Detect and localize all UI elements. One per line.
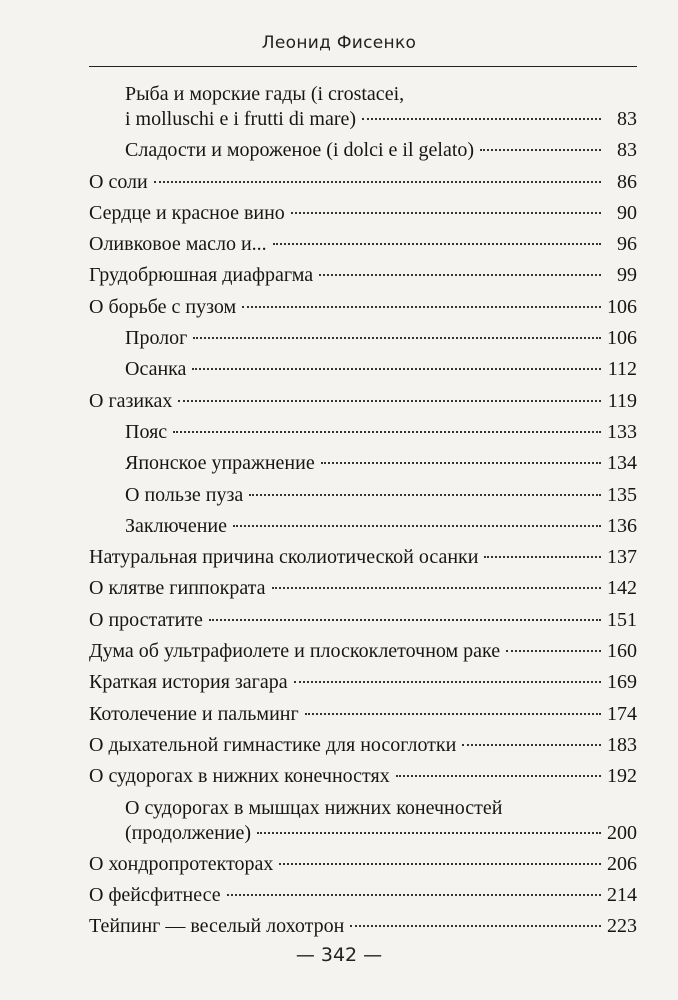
- toc-entry-title: О простатите: [89, 608, 203, 631]
- toc-entry-title: О соли: [89, 170, 148, 193]
- toc-entry: [89, 670, 637, 695]
- toc-entry: [89, 608, 637, 633]
- dot-leader: [209, 619, 601, 621]
- toc-entry-page-number: 174: [607, 702, 637, 725]
- dot-leader: [242, 306, 601, 308]
- dot-leader: [321, 462, 601, 464]
- toc-entry-title: Котолечение и пальминг: [89, 702, 299, 725]
- toc-entry: [89, 514, 637, 539]
- toc-entry: [89, 639, 637, 664]
- toc-entry-title: Тейпинг — веселый лохотрон: [89, 915, 345, 938]
- toc-entry-page-number: 160: [607, 640, 637, 663]
- toc-entry-title: О фейсфитнесе: [89, 884, 221, 907]
- dot-leader: [506, 650, 601, 652]
- toc-entry-title: Японское упражнение: [125, 452, 315, 475]
- toc-entry-title: Пояс: [125, 420, 168, 443]
- toc-entry-page-number: 133: [607, 420, 637, 443]
- toc-entry-page-number: 83: [617, 139, 637, 162]
- dot-leader: [154, 181, 601, 183]
- toc-entry-page-number: 106: [607, 327, 637, 350]
- header-rule: [89, 66, 637, 67]
- toc-entry: [89, 576, 637, 601]
- toc-entry-title: i molluschi e i frutti di mare): [125, 108, 357, 130]
- toc-entry-page-number: 136: [607, 514, 637, 537]
- toc-entry-title: Оливковое масло и...: [89, 233, 267, 256]
- dot-leader: [291, 212, 601, 214]
- dot-leader: [193, 337, 601, 339]
- toc-entry-title: О хондропротекторах: [89, 852, 274, 875]
- dot-leader: [173, 431, 601, 433]
- toc-entry: [89, 733, 637, 758]
- toc-entry: [89, 295, 637, 320]
- toc-entry-page-number: 106: [607, 295, 637, 318]
- toc-entry-title: Заключение: [125, 514, 227, 537]
- toc-entry-title: О дыхательной гимнастике для носоглотки: [89, 733, 457, 756]
- dot-leader: [396, 775, 601, 777]
- toc-entry-page-number: 96: [617, 233, 637, 256]
- toc-entry: [89, 82, 637, 132]
- toc-entry-title: Грудобрюшная диафрагма: [89, 264, 314, 287]
- toc-entry-page-number: 206: [607, 852, 637, 875]
- toc-entry-title-line: Рыба и морские гады (i crostacei,: [125, 83, 405, 105]
- toc-entry: [89, 263, 637, 288]
- toc-entry-title: Сладости и мороженое (i dolci e il gelato): [125, 139, 475, 162]
- dot-leader: [362, 118, 601, 120]
- toc-entry-title: Натуральная причина сколиотической осанки: [89, 546, 479, 569]
- toc-entry-page-number: 135: [607, 483, 637, 506]
- table-of-contents: [89, 82, 637, 946]
- dot-leader: [249, 494, 601, 496]
- toc-entry-title: (продолжение): [125, 821, 252, 844]
- dot-leader: [273, 243, 601, 245]
- toc-entry: [89, 232, 637, 257]
- toc-entry-page-number: 112: [607, 358, 637, 381]
- dot-leader: [227, 894, 601, 896]
- toc-entry-title: О борьбе с пузом: [89, 295, 237, 318]
- toc-entry-title: Дума об ультрафиолете и плоскоклеточном раке: [89, 640, 501, 663]
- dot-leader: [178, 400, 601, 402]
- toc-entry-page-number: 183: [607, 733, 637, 756]
- toc-entry: [89, 764, 637, 789]
- toc-entry-page-number: 192: [607, 765, 637, 788]
- dot-leader: [480, 149, 601, 151]
- dot-leader: [294, 681, 601, 683]
- toc-entry: [89, 883, 637, 908]
- dot-leader: [192, 368, 601, 370]
- toc-entry-title: Пролог: [125, 327, 188, 350]
- toc-entry-title: О пользе пуза: [125, 483, 244, 506]
- dot-leader: [484, 556, 601, 558]
- dot-leader: [462, 744, 601, 746]
- toc-entry: [89, 389, 637, 414]
- running-head-author: Леонид Фисенко: [261, 33, 417, 53]
- dot-leader: [272, 587, 601, 589]
- toc-entry: [89, 451, 637, 476]
- toc-entry-page-number: 90: [617, 201, 637, 224]
- toc-entry: [89, 420, 637, 445]
- dot-leader: [319, 274, 601, 276]
- toc-entry: [89, 796, 637, 846]
- toc-entry: [89, 914, 637, 939]
- toc-entry: [89, 702, 637, 727]
- toc-entry-title: Краткая история загара: [89, 671, 288, 694]
- toc-entry-page-number: 119: [607, 389, 637, 412]
- toc-entry: [89, 138, 637, 163]
- toc-entry-page-number: 169: [607, 671, 637, 694]
- dot-leader: [257, 832, 601, 834]
- dot-leader: [305, 713, 601, 715]
- toc-entry: [89, 326, 637, 351]
- toc-entry-page-number: 142: [607, 577, 637, 600]
- toc-entry: [89, 201, 637, 226]
- toc-entry: [89, 852, 637, 877]
- toc-entry-page-number: 223: [607, 915, 637, 938]
- toc-entry: [89, 170, 637, 195]
- toc-entry-title: Осанка: [125, 358, 187, 381]
- toc-entry-page-number: 214: [607, 884, 637, 907]
- toc-entry-title-line: О судорогах в мышцах нижних конечностей: [125, 796, 503, 819]
- dot-leader: [279, 863, 601, 865]
- toc-entry-page-number: 200: [607, 821, 637, 844]
- toc-entry-title: Сердце и красное вино: [89, 201, 285, 224]
- toc-entry-title: О судорогах в нижних конечностях: [89, 765, 390, 788]
- toc-entry-page-number: 86: [617, 170, 637, 193]
- toc-entry: [89, 357, 637, 382]
- page-number: — 342 —: [295, 944, 383, 966]
- toc-entry-page-number: 83: [617, 108, 637, 130]
- dot-leader: [233, 525, 601, 527]
- toc-entry: [89, 483, 637, 508]
- toc-entry: [89, 545, 637, 570]
- toc-entry-page-number: 99: [617, 264, 637, 287]
- toc-entry-title: О клятве гиппократа: [89, 577, 266, 600]
- toc-entry-title: О газиках: [89, 389, 173, 412]
- toc-entry-page-number: 134: [607, 452, 637, 475]
- toc-entry-page-number: 151: [607, 608, 637, 631]
- toc-entry-page-number: 137: [607, 546, 637, 569]
- dot-leader: [350, 925, 601, 927]
